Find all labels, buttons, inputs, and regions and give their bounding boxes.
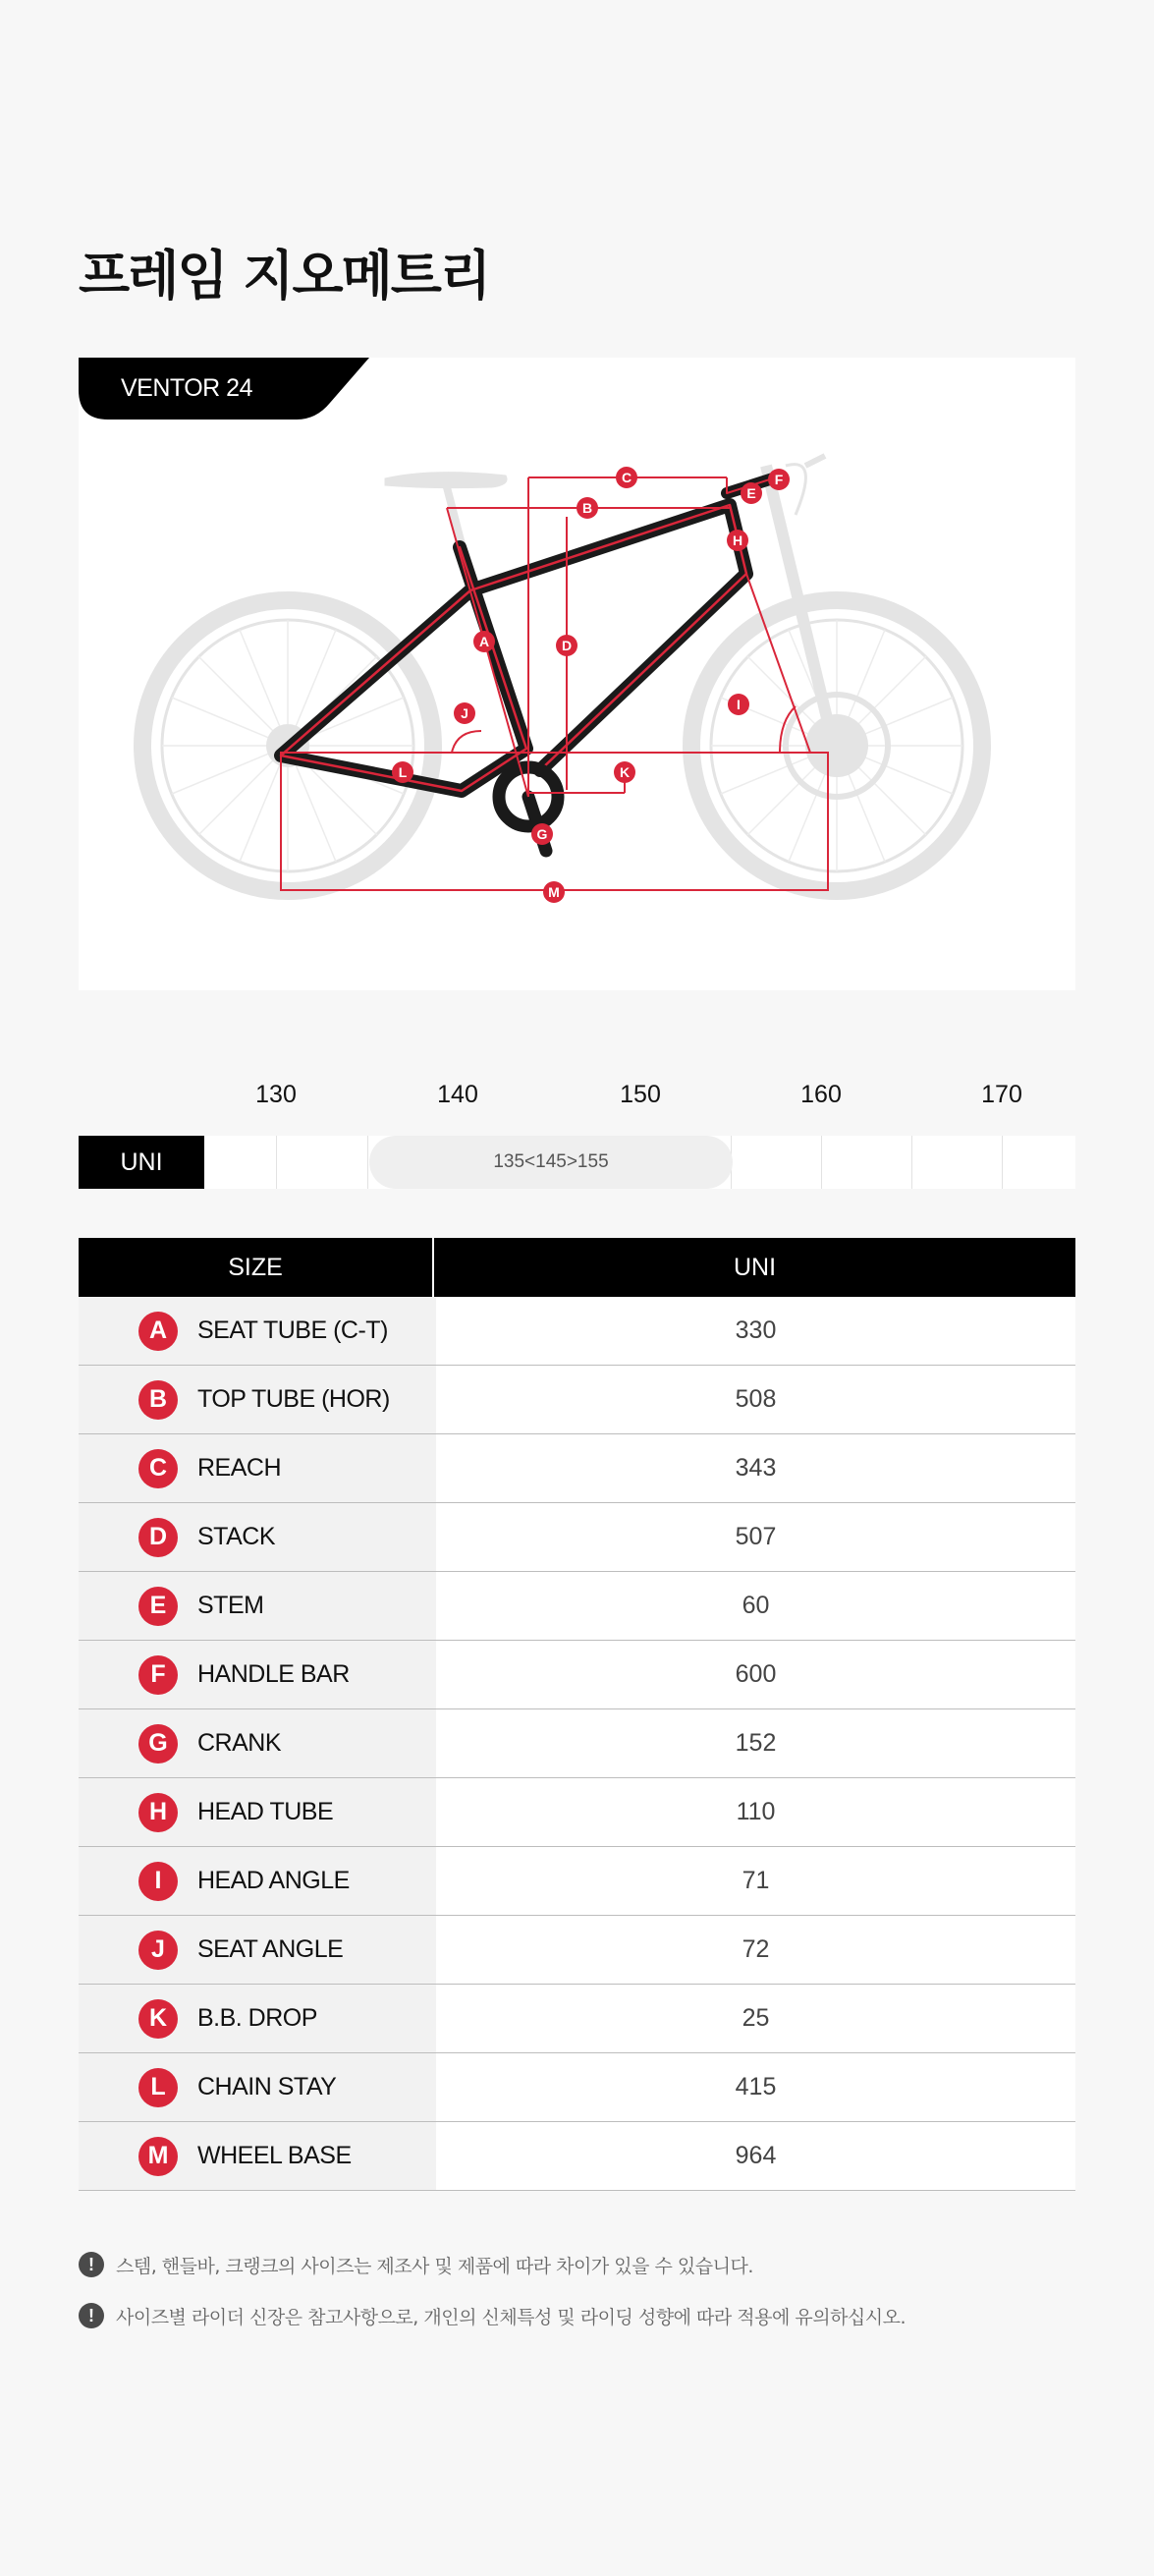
spec-name-cell xyxy=(79,1297,436,1365)
note-item xyxy=(79,2301,1075,2330)
badge-a xyxy=(473,631,495,652)
spec-name: SEAT ANGLE xyxy=(197,1935,344,1963)
geometry-diagram-card xyxy=(79,358,1075,990)
geometry-spec-table xyxy=(79,1238,1075,2191)
note-text: 스템, 핸들바, 크랭크의 사이즈는 제조사 및 제품에 따라 차이가 있을 수 있습니다. xyxy=(116,2255,753,2277)
letter-badge: C xyxy=(138,1449,178,1488)
svg-text:H: H xyxy=(732,532,743,548)
table-row xyxy=(79,1297,1075,1366)
svg-text:E: E xyxy=(746,485,756,501)
spec-value: 330 xyxy=(436,1297,1075,1365)
spec-value: 600 xyxy=(436,1641,1075,1708)
badge-h xyxy=(727,530,748,551)
letter-badge: H xyxy=(138,1793,178,1832)
spec-name-cell xyxy=(79,1366,436,1433)
table-row xyxy=(79,1503,1075,1572)
badge-j xyxy=(454,702,475,724)
spec-value: 964 xyxy=(436,2122,1075,2190)
spec-value: 110 xyxy=(436,1778,1075,1846)
table-row xyxy=(79,1847,1075,1916)
badge-l xyxy=(392,761,413,783)
svg-text:I: I xyxy=(737,697,741,712)
front-wheel xyxy=(691,600,982,891)
rider-height-chart xyxy=(79,1071,1075,1189)
height-tick: 150 xyxy=(620,1081,661,1108)
table-row xyxy=(79,1572,1075,1641)
badge-f xyxy=(768,469,790,490)
spec-value: 71 xyxy=(436,1847,1075,1915)
spec-name-cell xyxy=(79,1709,436,1777)
spec-name: TOP TUBE (HOR) xyxy=(197,1385,390,1413)
notes xyxy=(79,2250,1075,2352)
spec-name: SEAT TUBE (C-T) xyxy=(197,1316,388,1344)
note-item xyxy=(79,2250,1075,2279)
exclamation-icon: ! xyxy=(79,2252,104,2277)
bike-geometry-diagram xyxy=(79,358,1075,990)
height-tick: 140 xyxy=(437,1081,478,1108)
model-name: VENTOR 24 xyxy=(121,374,252,402)
badge-b xyxy=(577,497,598,519)
spec-name: REACH xyxy=(197,1454,282,1482)
spec-name-cell xyxy=(79,2122,436,2190)
svg-text:M: M xyxy=(548,884,560,900)
table-row xyxy=(79,1366,1075,1434)
spec-value: 507 xyxy=(436,1503,1075,1571)
height-tick: 170 xyxy=(981,1081,1022,1108)
letter-badge: A xyxy=(138,1312,178,1351)
table-header xyxy=(79,1238,1075,1297)
badge-d xyxy=(556,635,577,656)
table-row xyxy=(79,1985,1075,2053)
letter-badge: D xyxy=(138,1518,178,1557)
svg-text:A: A xyxy=(478,634,490,649)
exclamation-icon: ! xyxy=(79,2303,104,2328)
height-bar xyxy=(79,1136,1075,1189)
height-size-label: UNI xyxy=(79,1136,204,1189)
svg-text:B: B xyxy=(581,500,593,516)
table-row xyxy=(79,1778,1075,1847)
letter-badge: J xyxy=(138,1931,178,1970)
spec-name-cell xyxy=(79,2053,436,2121)
svg-text:K: K xyxy=(619,764,631,780)
spec-value: 415 xyxy=(436,2053,1075,2121)
spec-value: 343 xyxy=(436,1434,1075,1502)
badge-m xyxy=(543,881,565,903)
svg-text:L: L xyxy=(398,764,408,780)
height-range-bar: 135<145>155 xyxy=(369,1136,733,1189)
model-tag xyxy=(79,358,369,420)
letter-badge: F xyxy=(138,1655,178,1695)
svg-text:J: J xyxy=(461,705,468,721)
table-row xyxy=(79,1709,1075,1778)
spec-value: 60 xyxy=(436,1572,1075,1640)
svg-text:D: D xyxy=(561,638,573,653)
svg-text:C: C xyxy=(621,470,632,485)
letter-badge: L xyxy=(138,2068,178,2107)
spec-name: CRANK xyxy=(197,1729,282,1757)
table-row xyxy=(79,2122,1075,2191)
spec-name: WHEEL BASE xyxy=(197,2142,352,2169)
spec-name-cell xyxy=(79,1847,436,1915)
table-row xyxy=(79,1916,1075,1985)
spec-name: HEAD ANGLE xyxy=(197,1867,350,1894)
header-uni: UNI xyxy=(733,1253,777,1281)
letter-badge: I xyxy=(138,1862,178,1901)
spec-value: 152 xyxy=(436,1709,1075,1777)
badge-g xyxy=(531,823,553,845)
badge-k xyxy=(614,761,635,783)
spec-name: B.B. DROP xyxy=(197,2004,317,2032)
table-row xyxy=(79,1641,1075,1709)
spec-name-cell xyxy=(79,1572,436,1640)
spec-name-cell xyxy=(79,1641,436,1708)
letter-badge: M xyxy=(138,2137,178,2176)
letter-badge: B xyxy=(138,1380,178,1420)
height-tick: 130 xyxy=(255,1081,297,1108)
note-text: 사이즈별 라이더 신장은 참고사항으로, 개인의 신체특성 및 라이딩 성향에 따라 적용에 유의하십시오. xyxy=(116,2306,907,2328)
header-size: SIZE xyxy=(79,1238,434,1297)
spec-value: 72 xyxy=(436,1916,1075,1984)
svg-text:G: G xyxy=(536,826,548,842)
spec-name-cell xyxy=(79,1778,436,1846)
spec-name-cell xyxy=(79,1503,436,1571)
page-title: 프레임 지오메트리 xyxy=(79,245,490,307)
spec-name: HANDLE BAR xyxy=(197,1660,350,1688)
spec-value: 25 xyxy=(436,1985,1075,2052)
height-tick: 160 xyxy=(800,1081,842,1108)
spec-name-cell xyxy=(79,1434,436,1502)
letter-badge: K xyxy=(138,1999,178,2039)
table-row xyxy=(79,2053,1075,2122)
letter-badge: G xyxy=(138,1724,178,1764)
spec-name: CHAIN STAY xyxy=(197,2073,337,2100)
svg-text:F: F xyxy=(774,472,784,487)
spec-name-cell xyxy=(79,1916,436,1984)
table-row xyxy=(79,1434,1075,1503)
spec-name: STACK xyxy=(197,1523,275,1550)
badge-i xyxy=(728,694,749,715)
letter-badge: E xyxy=(138,1587,178,1626)
spec-name: STEM xyxy=(197,1592,264,1619)
badge-e xyxy=(741,482,762,504)
spec-name-cell xyxy=(79,1985,436,2052)
badge-c xyxy=(616,467,637,488)
spec-value: 508 xyxy=(436,1366,1075,1433)
spec-name: HEAD TUBE xyxy=(197,1798,334,1825)
